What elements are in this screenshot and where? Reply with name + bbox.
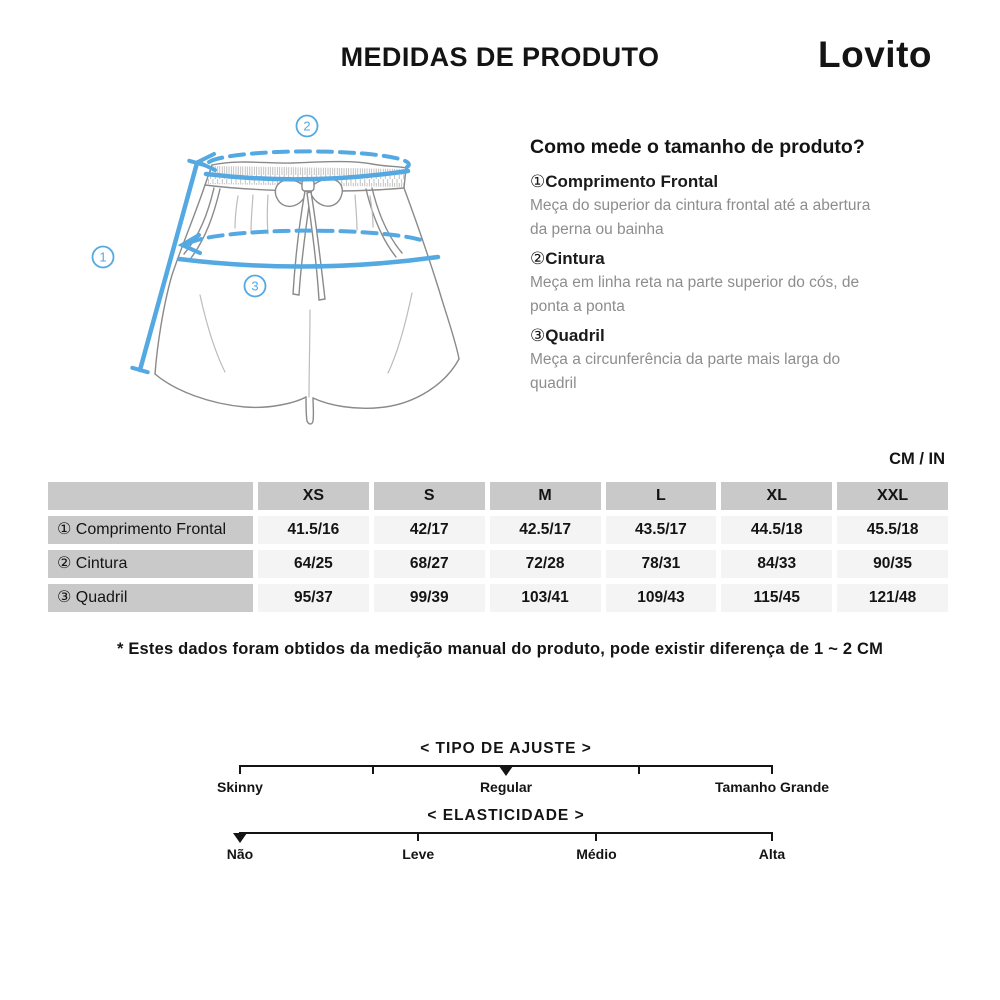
scale-tick <box>595 832 597 841</box>
table-header-xl: XL <box>721 482 832 510</box>
shorts-diagram <box>60 110 520 450</box>
table-corner-cell <box>48 482 253 510</box>
table-cell: 115/45 <box>721 584 832 612</box>
fit-scale-ruler <box>240 765 772 775</box>
badge-3-number: 3 <box>251 278 259 294</box>
desc-line: quadril <box>530 375 577 392</box>
scale-label: Tamanho Grande <box>714 779 830 795</box>
badge-1-number: 1 <box>99 249 107 265</box>
howto-item-label <box>530 247 930 271</box>
table-cell: 90/35 <box>837 550 948 578</box>
fit-scale-labels <box>217 779 830 797</box>
table-cell: 68/27 <box>374 550 485 578</box>
scale-line <box>240 832 772 834</box>
row-label-hip: ③ Quadril <box>48 584 253 612</box>
table-cell: 109/43 <box>606 584 717 612</box>
table-cell: 78/31 <box>606 550 717 578</box>
table-cell: 45.5/18 <box>837 516 948 544</box>
scale-label: Regular <box>479 779 533 795</box>
howto-item-hip <box>530 324 930 396</box>
elasticity-scale-ruler <box>240 832 772 842</box>
table-cell: 41.5/16 <box>258 516 369 544</box>
fit-marker-icon <box>499 766 513 776</box>
table-cell: 42.5/17 <box>490 516 601 544</box>
circled-number: ① <box>530 172 546 191</box>
elasticity-scale-title: < ELASTICIDADE > <box>427 807 585 824</box>
scale-tick <box>638 765 640 774</box>
table-cell: 121/48 <box>837 584 948 612</box>
shorts-outline <box>155 162 459 424</box>
table-cell: 44.5/18 <box>721 516 832 544</box>
measure-name: Comprimento Frontal <box>545 172 719 191</box>
measure-name: Quadril <box>545 326 605 345</box>
desc-line: Meça do superior da cintura frontal até a abertura <box>530 197 871 214</box>
table-cell: 43.5/17 <box>606 516 717 544</box>
table-cell: 95/37 <box>258 584 369 612</box>
desc-line: Meça a circunferência da parte mais larga do <box>530 351 841 368</box>
table-cell: 64/25 <box>258 550 369 578</box>
howto-item-front-length <box>530 170 930 242</box>
table-cell: 84/33 <box>721 550 832 578</box>
howto-item-desc <box>530 194 930 242</box>
howto-item-waist <box>530 247 930 319</box>
page-title: MEDIDAS DE PRODUTO <box>340 42 660 72</box>
size-table <box>48 482 948 612</box>
desc-line: da perna ou bainha <box>530 221 664 238</box>
desc-line: Meça em linha reta na parte superior do cós, de <box>530 274 860 291</box>
circled-number: ② <box>530 249 546 268</box>
desc-line: ponta a ponta <box>530 298 625 315</box>
scale-tick <box>372 765 374 774</box>
scale-tick <box>239 765 241 774</box>
measure-name: Cintura <box>545 249 605 268</box>
table-cell: 42/17 <box>374 516 485 544</box>
scale-label: Alta <box>758 846 786 862</box>
table-cell: 99/39 <box>374 584 485 612</box>
table-cell: 72/28 <box>490 550 601 578</box>
howto-section <box>530 134 930 396</box>
howto-heading: Como mede o tamanho de produto? <box>530 136 865 158</box>
row-label-front-length: ① Comprimento Frontal <box>48 516 253 544</box>
scale-label: Não <box>226 846 254 862</box>
howto-item-desc <box>530 271 930 319</box>
unit-label: CM / IN <box>889 450 945 468</box>
scale-label: Leve <box>402 846 435 862</box>
row-label-waist: ② Cintura <box>48 550 253 578</box>
measurement-note: * Estes dados foram obtidos da medição manual do produto, pode existir diferença de 1 ~ 2 CM <box>116 640 884 658</box>
scale-label: Médio <box>576 846 617 862</box>
table-header-xxl: XXL <box>837 482 948 510</box>
table-header-l: L <box>606 482 717 510</box>
scale-tick <box>771 832 773 841</box>
table-header-xs: XS <box>258 482 369 510</box>
scale-tick <box>771 765 773 774</box>
table-header-s: S <box>374 482 485 510</box>
badge-2-number: 2 <box>303 118 311 134</box>
table-header-m: M <box>490 482 601 510</box>
elasticity-scale-labels <box>226 846 786 864</box>
howto-item-label <box>530 324 930 348</box>
elasticity-marker-icon <box>233 833 247 843</box>
howto-item-desc <box>530 348 930 396</box>
circled-number: ③ <box>530 326 546 345</box>
scale-tick <box>417 832 419 841</box>
brand-logo: Lovito <box>818 34 932 75</box>
elasticity-scale <box>226 807 786 864</box>
howto-item-label <box>530 170 930 194</box>
scale-label: Skinny <box>217 779 263 795</box>
table-cell: 103/41 <box>490 584 601 612</box>
fit-scale <box>217 740 830 797</box>
fit-scale-title: < TIPO DE AJUSTE > <box>420 740 592 757</box>
shorts-illustration-svg <box>60 110 520 450</box>
